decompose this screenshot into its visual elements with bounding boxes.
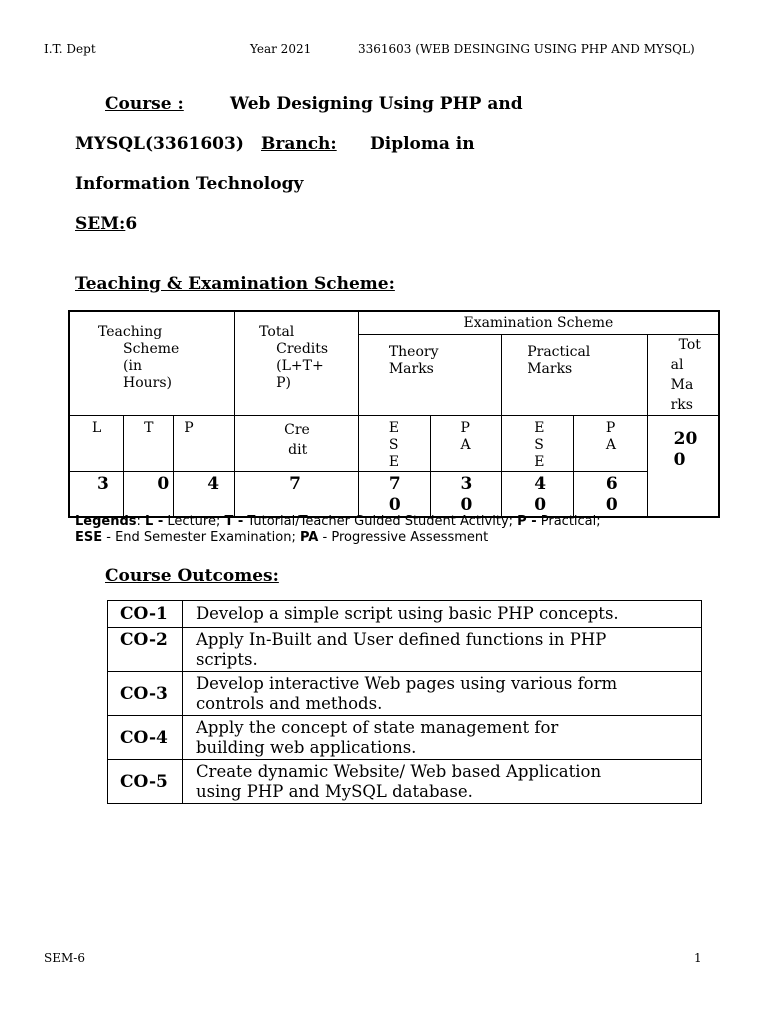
branch-value-line1: Diploma in — [370, 134, 475, 154]
legend-pa-key: PA — [299, 530, 319, 545]
t-header-label: T — [144, 419, 154, 436]
co-text-line2: controls and methods. — [195, 693, 383, 713]
theory-ese-letter1: E — [388, 419, 400, 436]
credit-header-word1: Cre — [284, 421, 310, 438]
co-id: CO-5 — [108, 760, 183, 804]
theory-marks-header — [358, 334, 501, 415]
legend-ese-key: ESE — [75, 530, 103, 545]
total-marks-word2: al — [670, 356, 684, 373]
outcomes-heading: Course Outcomes: — [105, 566, 279, 586]
practical-ese-header — [502, 415, 574, 471]
theory-ese-value — [358, 471, 430, 517]
total-marks-header — [647, 334, 719, 415]
theory-marks-word2: Marks — [388, 360, 434, 377]
legends-line2 — [75, 530, 601, 546]
theory-ese-letter2: S — [388, 436, 399, 453]
teaching-scheme-header — [69, 311, 235, 415]
credit-header — [235, 415, 359, 471]
credit-value-text: 7 — [289, 473, 301, 494]
co-text-line2: using PHP and MySQL database. — [195, 781, 473, 801]
course-outcomes-table — [107, 600, 702, 804]
teaching-scheme-word1: Teaching — [98, 324, 163, 340]
p-header-label: P — [184, 419, 194, 436]
course-label: Course : — [105, 94, 184, 114]
branch-label: Branch: — [261, 134, 337, 154]
sem-value: 6 — [125, 214, 138, 234]
theory-marks-word1: Theory — [388, 343, 439, 360]
legend-p-text: Practical; — [540, 514, 601, 529]
total-credits-word1: Total — [259, 324, 295, 340]
co-row — [108, 601, 702, 628]
co-text — [182, 716, 701, 760]
total-marks-word4: rks — [670, 396, 693, 413]
credit-value — [235, 471, 359, 517]
co-text-line2: building web applications. — [195, 737, 417, 757]
practical-marks-word1: Practical — [527, 343, 591, 360]
teaching-scheme-word4: Hours) — [123, 375, 172, 391]
legend-t-text: Tutorial/Teacher Guided Student Activity; — [247, 514, 514, 529]
header-subject: 3361603 (WEB DESINGING USING PHP AND MYSQL) — [358, 42, 695, 56]
t-header — [124, 415, 174, 471]
theory-ese-value-part2: 0 — [388, 494, 401, 515]
sem-label: SEM: — [75, 214, 126, 234]
practical-pa-letter1: P — [605, 419, 616, 436]
footer-sem: SEM-6 — [44, 951, 85, 965]
co-text-line1: Apply In-Built and User defined functions in PHP — [195, 629, 607, 649]
theory-ese-value-part1: 7 — [388, 473, 401, 494]
practical-pa-value — [573, 471, 647, 517]
legends — [75, 514, 601, 546]
total-value-part2: 0 — [673, 449, 686, 470]
theory-ese-letter3: E — [388, 453, 400, 470]
t-value — [124, 471, 174, 517]
scheme-table — [68, 310, 720, 518]
l-header-label: L — [92, 419, 102, 436]
total-credits-header — [235, 311, 359, 415]
practical-ese-value-part2: 0 — [534, 494, 547, 515]
co-id: CO-3 — [108, 672, 183, 716]
practical-pa-value-part1: 6 — [605, 473, 618, 494]
sem-line — [75, 214, 137, 234]
practical-ese-letter3: E — [534, 453, 545, 470]
total-credits-word4: P) — [276, 375, 292, 391]
legend-l-text: Lecture; — [167, 514, 221, 529]
t-value-text: 0 — [157, 473, 170, 494]
teaching-scheme-word3: (in — [123, 358, 142, 374]
theory-pa-header — [430, 415, 502, 471]
co-row — [108, 628, 702, 672]
course-name-line2: MYSQL(3361603) — [75, 134, 244, 154]
co-text — [182, 672, 701, 716]
co-id: CO-2 — [108, 628, 183, 672]
practical-marks-header — [502, 334, 647, 415]
co-text — [182, 628, 701, 672]
total-marks-word1: Tot — [678, 336, 701, 353]
l-value — [69, 471, 124, 517]
co-row — [108, 672, 702, 716]
legend-t-key: T - — [224, 514, 244, 529]
theory-ese-header — [358, 415, 430, 471]
co-row — [108, 760, 702, 804]
header-year: Year 2021 — [250, 42, 312, 56]
theory-pa-value-part2: 0 — [460, 494, 473, 515]
practical-pa-header — [573, 415, 647, 471]
theory-pa-letter2: A — [460, 436, 471, 453]
teaching-scheme-word2: Scheme — [123, 341, 180, 357]
total-marks-value — [647, 415, 719, 517]
co-id: CO-1 — [108, 601, 183, 628]
scheme-heading: Teaching & Examination Scheme: — [75, 274, 395, 294]
total-value-part1: 20 — [673, 428, 698, 449]
co-text-line1: Apply the concept of state management for — [195, 717, 559, 737]
theory-pa-value-part1: 3 — [460, 473, 473, 494]
branch-value-line2: Information Technology — [75, 174, 304, 194]
course-name-line1: Web Designing Using PHP and — [230, 94, 523, 114]
examination-scheme-header — [358, 311, 719, 334]
legends-line1: Legends: L - Lecture; T - Tutorial/Teacher Guided Student Activity; P - Practical; — [75, 514, 601, 529]
practical-ese-value-part1: 4 — [534, 473, 547, 494]
practical-ese-value — [502, 471, 574, 517]
total-credits-word3: (L+T+ — [276, 358, 324, 374]
credit-header-word2: dit — [288, 441, 308, 458]
l-header — [69, 415, 124, 471]
examination-scheme-label: Examination Scheme — [463, 315, 614, 331]
practical-ese-letter2: S — [534, 436, 544, 453]
p-header — [174, 415, 235, 471]
legend-l-key: L - — [145, 514, 164, 529]
practical-pa-letter2: A — [605, 436, 617, 453]
header-dept: I.T. Dept — [44, 42, 96, 56]
theory-pa-value — [430, 471, 502, 517]
p-value — [174, 471, 235, 517]
l-value-text: 3 — [97, 473, 109, 494]
co-row — [108, 716, 702, 760]
theory-pa-letter1: P — [460, 419, 470, 436]
co-id: CO-4 — [108, 716, 183, 760]
co-text-line1: Create dynamic Website/ Web based Application — [195, 761, 602, 781]
p-value-text: 4 — [207, 473, 220, 494]
legends-label: Legends — [75, 514, 137, 529]
legend-pa-text: - Progressive Assessment — [322, 530, 489, 545]
co-text-line1: Develop interactive Web pages using various form — [195, 673, 618, 693]
legend-p-key: P - — [517, 514, 537, 529]
total-marks-word3: Ma — [670, 376, 694, 393]
practical-marks-word2: Marks — [527, 360, 573, 377]
co-text-line2: scripts. — [195, 649, 258, 669]
practical-pa-value-part2: 0 — [605, 494, 618, 515]
footer-page-number: 1 — [694, 951, 702, 965]
legend-ese-text: - End Semester Examination; — [106, 530, 296, 545]
co-text — [182, 760, 701, 804]
total-credits-word2: Credits — [276, 341, 329, 357]
co-text: Develop a simple script using basic PHP concepts. — [182, 601, 701, 628]
practical-ese-letter1: E — [534, 419, 545, 436]
